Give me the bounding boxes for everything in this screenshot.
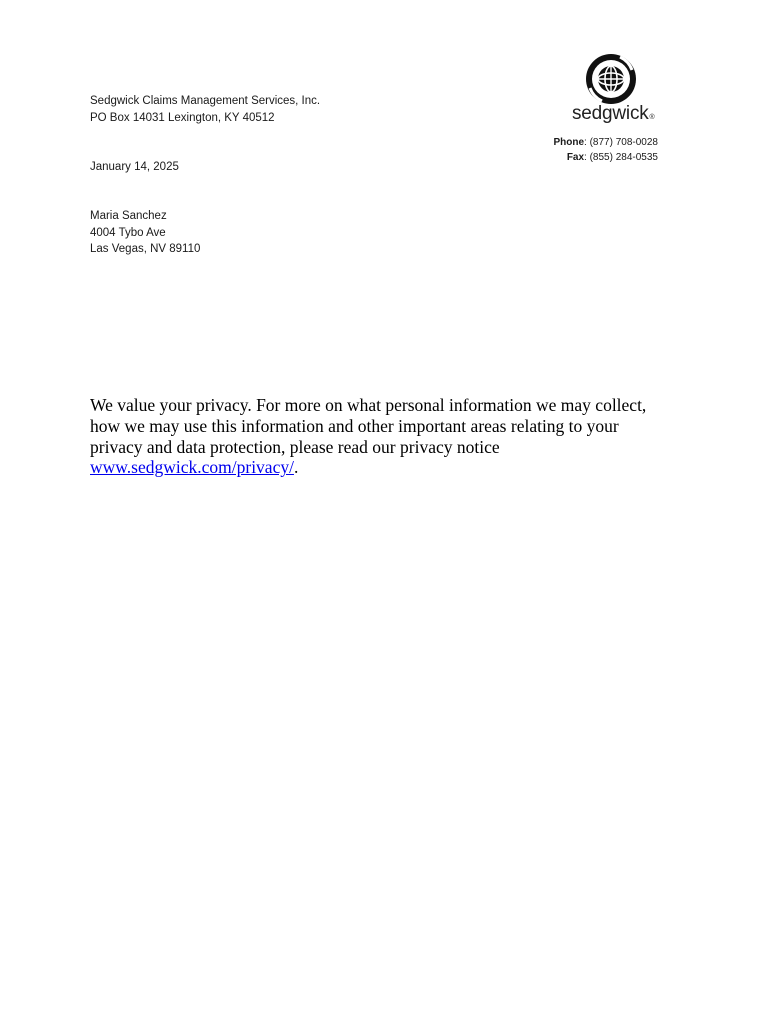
recipient-street: 4004 Tybo Ave xyxy=(90,226,166,239)
letter-date xyxy=(90,159,179,176)
fax-label: Fax xyxy=(566,151,585,163)
logo-wordmark xyxy=(572,103,655,125)
phone-label: Phone xyxy=(553,137,585,148)
phone-number: : (877) 708-0028 xyxy=(584,137,658,148)
fax-row xyxy=(553,151,658,166)
privacy-trailing-period: . xyxy=(293,457,299,478)
logo-wordmark-text: sedgwick xyxy=(572,103,649,124)
privacy-notice-paragraph xyxy=(90,395,670,478)
recipient-city-state-zip: Las Vegas, NV 89110 xyxy=(90,243,201,255)
privacy-notice-text: We value your privacy. For more on what personal information we may collect, how we may use this information and other important areas relating to your privacy and data protection, please read our privacy notice xyxy=(90,395,647,457)
globe-logo-icon xyxy=(584,52,638,106)
privacy-notice-link[interactable]: www.sedgwick.com/privacy/ xyxy=(90,457,294,478)
phone-row xyxy=(553,136,658,151)
sender-address: PO Box 14031 Lexington, KY 40512 xyxy=(90,111,275,124)
recipient-address-block xyxy=(90,208,200,258)
recipient-name: Maria Sanchez xyxy=(90,210,167,222)
contact-info xyxy=(553,136,658,165)
sender-name: Sedgwick Claims Management Services, Inc. xyxy=(90,95,321,107)
date-text: January 14, 2025 xyxy=(90,161,179,173)
logo-registered-mark: ® xyxy=(649,114,655,121)
fax-number: : (855) 284-0535 xyxy=(584,151,658,163)
sender-address-block xyxy=(90,93,320,126)
